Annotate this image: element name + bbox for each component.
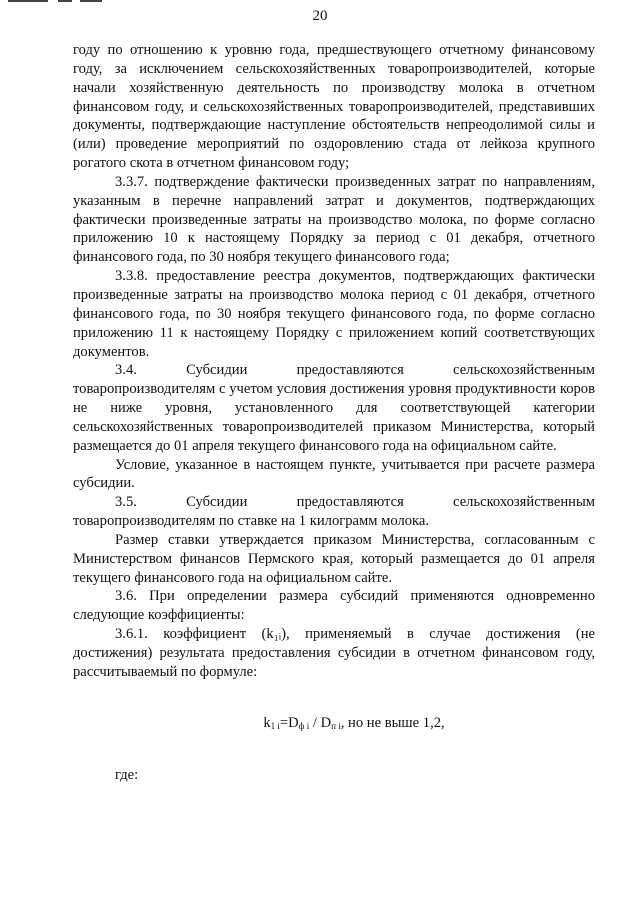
page-number: 20 — [312, 8, 328, 24]
paragraph-3-5-line1: 3.5. Субсидии предоставляются сельскохозяйственным — [115, 494, 595, 511]
paragraph-3-3-7: 3.3.7. подтверждение фактически произведенных затрат по направлениям, указанным в перечне направлений затрат и документов, подтверждающих фактически произведенные затраты на производство молока, по форме согласно приложению 10 к настоящему Порядку за период с 01 декабря, отчетного финансового года, по 30 ноября текущего финансового года; — [73, 173, 595, 266]
formula-eq: =D — [279, 714, 299, 731]
paragraph-3-6-1: 3.6.1. коэффициент (k₁ᵢ), применяемый в случае достижения (не достижения) результата предоставления субсидии в отчетном финансовом году, рассчитываемый по формуле: — [73, 626, 595, 680]
formula-k1i — [73, 714, 595, 736]
formula-d1-sub: ф i — [298, 720, 310, 731]
document-body — [73, 41, 595, 784]
where-label: где: — [115, 766, 139, 783]
paragraph-continuation: году по отношению к уровню года, предшествующего отчетному финансовому году, за исключением сельскохозяйственных товаропроизводителей, которые начали хозяйственную деятельность по производству молока в отчетном финансовом году, и сельскохозяйственных товаропроизводителей, представивших документы, подтверждающие наступление обстоятельств непреодолимой силы и (или) проведение мероприятий по оздоровлению стада от лейкоза крупного рогатого скота в отчетном финансовом году; — [73, 42, 595, 172]
paragraph-3-5 — [73, 493, 595, 531]
scan-edge-marks — [0, 0, 110, 3]
formula-d2-sub: п i — [331, 720, 341, 731]
formula-div: / D — [309, 714, 332, 731]
paragraph-3-6: 3.6. При определении размера субсидий применяются одновременно следующие коэффициенты: — [73, 588, 595, 624]
paragraph-3-4: 3.4. Субсидии предоставляются сельскохозяйственным товаропроизводителям с учетом условия достижения уровня продуктивности коров не ниже уровня, установленного для соответствующей категории сельскохозяйственных товаропроизводителей приказом Министерства, который размещается до 01 апреля текущего финансового года на официальном сайте. — [73, 362, 595, 454]
paragraph-3-4-condition: Условие, указанное в настоящем пункте, учитывается при расчете размера субсидии. — [73, 456, 595, 492]
formula-tail: , но не выше 1,2, — [340, 714, 445, 731]
formula-k: k — [263, 714, 271, 731]
formula-k-sub: 1 i — [270, 720, 280, 731]
paragraph-3-5-rest: товаропроизводителям по ставке на 1 килограмм молока. — [73, 513, 430, 530]
paragraph-rate-size: Размер ставки утверждается приказом Министерства, согласованным с Министерством финансов Пермского края, который размещается до 01 апреля текущего финансового года на официальном сайте. — [73, 531, 595, 586]
paragraph-3-3-8: 3.3.8. предоставление реестра документов, подтверждающих фактически произведенные затраты на производство молока период с 01 декабря, отчетного финансового года, по 30 ноября текущего финансового года, по форме согласно приложению 11 к настоящему Порядку с приложением копий соответствующих документов. — [73, 268, 595, 360]
